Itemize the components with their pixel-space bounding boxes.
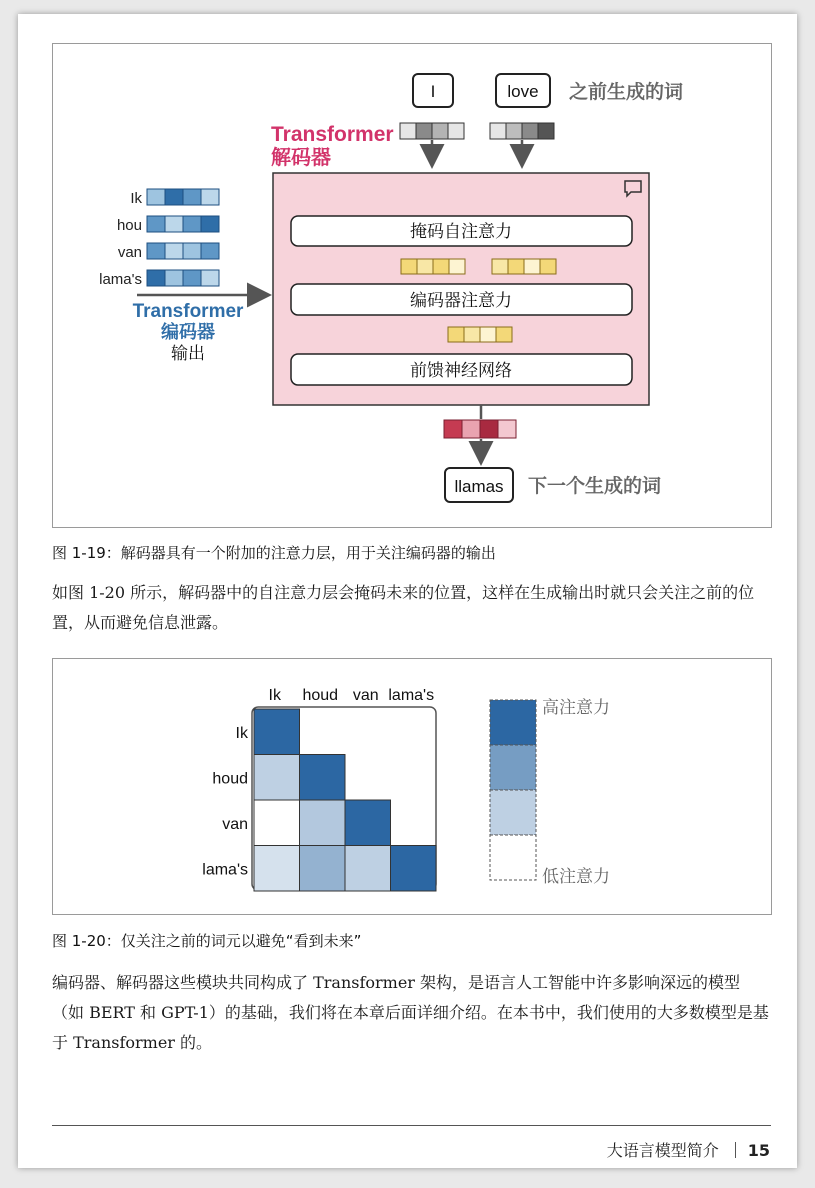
heatmap-cell-r3-c3 — [391, 846, 437, 892]
heatmap-cell-r3-c2 — [345, 846, 391, 892]
footer-rule — [52, 1125, 771, 1126]
token-love: love — [507, 82, 539, 101]
figure-1-20-caption: 图 1-20：仅关注之前的词元以避免“看到未来” — [52, 932, 362, 950]
decoder-title-2: 解码器 — [271, 147, 331, 169]
heatmap-cell-r2-c2 — [345, 800, 391, 846]
figure-1-19 — [52, 43, 772, 528]
layer-label-3: 前馈神经网络 — [410, 361, 512, 380]
decoder-title-1: Transformer — [271, 123, 394, 146]
attention-vector-3 — [448, 327, 512, 342]
output-label: 下一个生成的词 — [528, 476, 662, 497]
heatmap-x-label-3: lama's — [388, 687, 435, 704]
heatmap-y-label-1: houd — [212, 770, 248, 788]
decoder-diagram — [53, 44, 771, 527]
enc-vector-van — [147, 243, 219, 259]
footer-separator — [735, 1142, 736, 1158]
heatmap-cell-r0-c0 — [254, 709, 300, 755]
layer-label-1: 掩码自注意力 — [410, 222, 512, 241]
embedding-i — [400, 123, 464, 139]
enc-token-van: van — [117, 244, 142, 261]
enc-token-ik: Ik — [130, 190, 142, 207]
attention-vector-2 — [492, 259, 556, 274]
encoder-label-2: 编码器 — [161, 322, 215, 342]
encoder-label-1: Transformer — [132, 301, 244, 322]
previous-tokens-label: 之前生成的词 — [569, 82, 684, 103]
output-token: llamas — [454, 477, 504, 496]
token-i: I — [430, 82, 436, 101]
enc-vector-ik — [147, 189, 219, 205]
encoder-label-3: 输出 — [171, 344, 205, 363]
heatmap-x-label-0: Ik — [268, 687, 281, 704]
enc-token-lamas: lama's — [99, 271, 142, 288]
heatmap-y-label-3: lama's — [202, 861, 248, 879]
output-vector — [444, 420, 516, 438]
legend-swatch-1 — [490, 745, 536, 790]
paragraph-2: 编码器、解码器这些模块共同构成了 Transformer 架构，是语言人工智能中许多影响深远的模型（如 BERT 和 GPT-1）的基础，我们将在本章后面详细介绍。在本书中，我们使用的大多数模型是基于 Transformer 的。 — [52, 973, 769, 1052]
heatmap-cell-r3-c1 — [300, 846, 346, 892]
legend-swatch-0 — [490, 700, 536, 745]
attention-vector-1 — [401, 259, 465, 274]
enc-vector-hou — [147, 216, 219, 232]
heatmap-cell-r1-c1 — [300, 755, 346, 801]
heatmap-y-label-2: van — [222, 815, 248, 833]
paragraph-1: 如图 1-20 所示，解码器中的自注意力层会掩码未来的位置，这样在生成输出时就只会关注之前的位置，从而避免信息泄露。 — [52, 583, 755, 632]
heatmap-x-label-1: houd — [302, 687, 339, 704]
page-footer — [607, 1138, 770, 1161]
heatmap-cell-r1-c0 — [254, 755, 300, 801]
heatmap-x-label-2: van — [352, 687, 379, 704]
figure-1-19-caption: 图 1-19：解码器具有一个附加的注意力层，用于关注编码器的输出 — [52, 544, 496, 562]
footer-title: 大语言模型简介 — [606, 1141, 719, 1160]
legend-swatch-3 — [490, 835, 536, 880]
enc-token-hou: hou — [116, 217, 142, 234]
heatmap-cell-r2-c1 — [300, 800, 346, 846]
legend-swatch-2 — [490, 790, 536, 835]
figure-1-20 — [52, 658, 772, 915]
heatmap-cell-r2-c0 — [254, 800, 300, 846]
heatmap-y-label-0: Ik — [235, 724, 248, 742]
attention-mask-heatmap — [53, 659, 771, 914]
enc-vector-lamas — [147, 270, 219, 286]
legend-high-label: 高注意力 — [542, 698, 610, 717]
legend-low-label: 低注意力 — [542, 867, 610, 886]
layer-label-2: 编码器注意力 — [410, 291, 512, 310]
heatmap-cell-r3-c0 — [254, 846, 300, 892]
embedding-love — [490, 123, 554, 139]
page-number: 15 — [747, 1141, 770, 1160]
